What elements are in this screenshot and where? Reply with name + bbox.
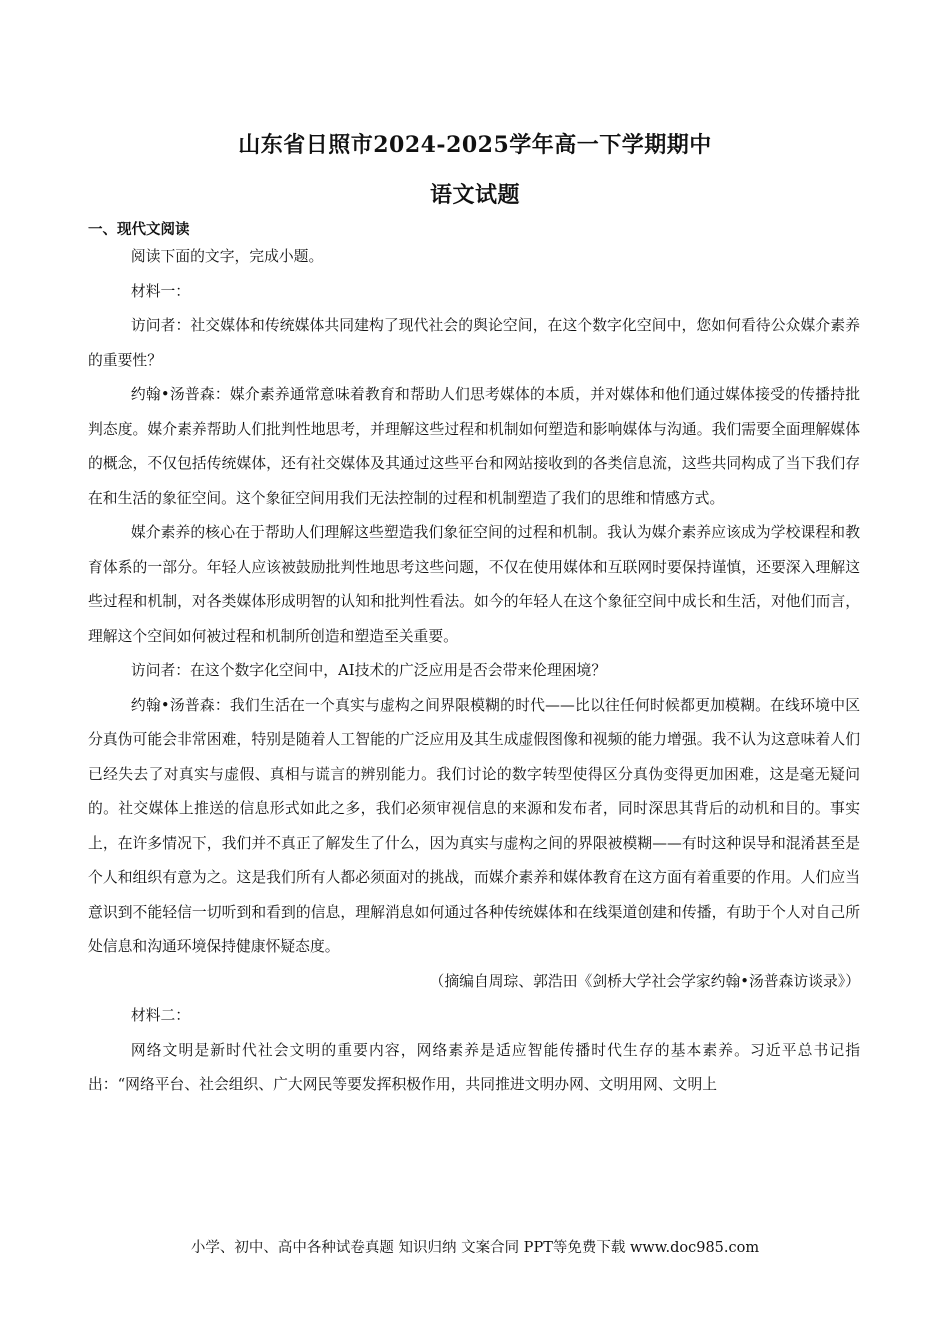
paragraph: 媒介素养的核心在于帮助人们理解这些塑造我们象征空间的过程和机制。我认为媒介素养应该成为学校课程和教育体系的一部分。年轻人应该被鼓励批判性地思考这些问题，不仅在使用媒体和互联网时要保持谨慎，还要深入理解这些过程和机制，对各类媒体形成明智的认知和批判性看法。如今的年轻人在这个象征空间中成长和生活，对他们而言，理解这个空间如何被过程和机制所创造和塑造至关重要。	[88, 524, 860, 645]
exam-title: 山东省日照市2024-2025学年高一下学期期中	[238, 132, 712, 158]
paragraph: 约翰•汤普森：我们生活在一个真实与虚构之间界限模糊的时代——比以往任何时候都更加模糊。在线环境中区分真伪可能会非常困难，特别是随着人工智能的广泛应用及其生成虚假图像和视频的能力增强。我不认为这意味着人们已经失去了对真实与虚假、真相与谎言的辨别能力。我们讨论的数字转型使得区分真伪变得更加困难，这是毫无疑问的。社交媒体上推送的信息形式如此之多，我们必须审视信息的来源和发布者，同时深思其背后的动机和目的。事实上，在许多情况下，我们并不真正了解发生了什么，因为真实与虚构之间的界限被模糊——有时这种误导和混淆甚至是个人和组织有意为之。这是我们所有人都必须面对的挑战，而媒介素养和媒体教育在这方面有着重要的作用。人们应当意识到不能轻信一切听到和看到的信息，理解消息如何通过各种传统媒体和在线渠道创建和传播，有助于个人对自己所处信息和沟通环境保持健康怀疑态度。	[88, 696, 860, 955]
section-heading: 一、现代文阅读	[88, 222, 190, 238]
reading-passage	[88, 240, 860, 1103]
instruction-text: 阅读下面的文字，完成小题。	[130, 248, 324, 265]
paragraph: 访问者：社交媒体和传统媒体共同建构了现代社会的舆论空间，在这个数字化空间中，您如何看待公众媒介素养的重要性？	[88, 317, 860, 369]
page-footer: 小学、初中、高中各种试卷真题 知识归纳 文案合同 PPT等免费下载 www.doc985.com	[190, 1240, 760, 1256]
material1-label: 材料一：	[130, 282, 191, 300]
paragraph: 网络文明是新时代社会文明的重要内容，网络素养是适应智能传播时代生存的基本素养。习近平总书记指出：“网络平台、社会组织、广大网民等要发挥积极作用，共同推进文明办网、文明用网、文明上	[88, 1041, 860, 1093]
exam-subject-title: 语文试题	[429, 182, 520, 208]
paragraph: 约翰•汤普森：媒介素养通常意味着教育和帮助人们思考媒体的本质，并对媒体和他们通过媒体接受的传播持批判态度。媒介素养帮助人们批判性地思考，并理解这些过程和机制如何塑造和影响媒体与沟通。我们需要全面理解媒体的概念，不仅包括传统媒体，还有社交媒体及其通过这些平台和网站接收到的各类信息流，这些共同构成了当下我们存在和生活的象征空间。这个象征空间用我们无法控制的过程和机制塑造了我们的思维和情感方式。	[88, 386, 860, 507]
source-citation: （摘编自周琮、郭浩田《剑桥大学社会学家约翰•汤普森访谈录》）	[429, 972, 860, 990]
paragraph: 访问者：在这个数字化空间中，AI技术的广泛应用是否会带来伦理困境？	[130, 662, 607, 679]
material2-label: 材料二：	[130, 1007, 191, 1024]
